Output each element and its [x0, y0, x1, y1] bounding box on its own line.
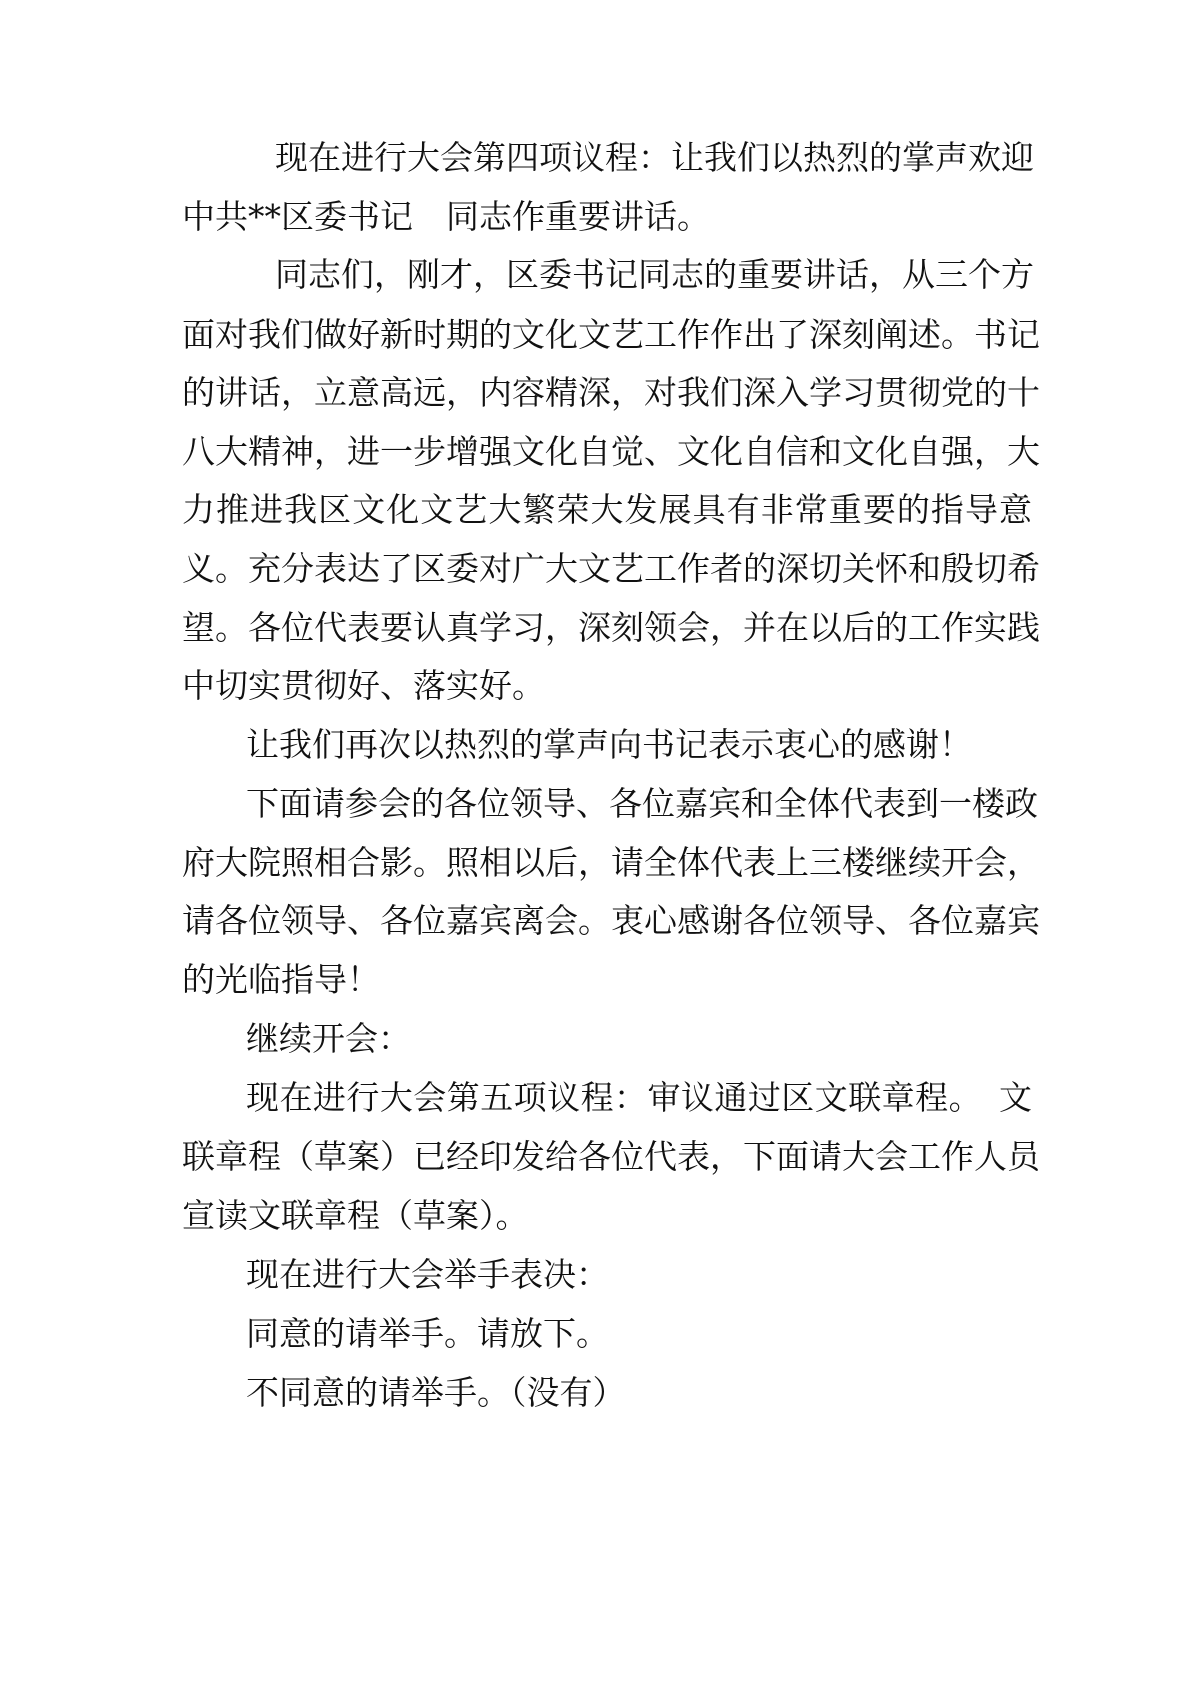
- text-line: 联章程（草案）已经印发给各位代表，下面请大会工作人员: [182, 1137, 1040, 1176]
- text-line: 下面请参会的各位领导、各位嘉宾和全体代表到一楼政: [246, 784, 1038, 823]
- text-line: 的光临指导！: [182, 960, 380, 999]
- text-line: 中共**区委书记 同志作重要讲话。: [182, 197, 710, 236]
- text-line: 府大院照相合影。照相以后，请全体代表上三楼继续开会，: [182, 843, 1040, 882]
- text-line: 面对我们做好新时期的文化文艺工作作出了深刻阐述。书记: [182, 315, 1040, 354]
- text-line: 八大精神，进一步增强文化自觉、文化自信和文化自强，大: [182, 432, 1040, 471]
- text-line: 的讲话，立意高远，内容精深，对我们深入学习贯彻党的十: [182, 373, 1040, 412]
- text-line: 同意的请举手。请放下。: [246, 1314, 609, 1353]
- text-line: 现在进行大会举手表决：: [246, 1255, 609, 1294]
- text-line: 请各位领导、各位嘉宾离会。衷心感谢各位领导、各位嘉宾: [182, 901, 1040, 940]
- text-line: 望。各位代表要认真学习，深刻领会，并在以后的工作实践: [182, 608, 1040, 647]
- text-line: 让我们再次以热烈的掌声向书记表示衷心的感谢！: [246, 725, 972, 764]
- text-line: 现在进行大会第四项议程：让我们以热烈的掌声欢迎: [275, 138, 1034, 177]
- text-line: 中切实贯彻好、落实好。: [182, 666, 545, 705]
- text-line: 同志们，刚才，区委书记同志的重要讲话，从三个方: [275, 255, 1034, 294]
- text-line: 宣读文联章程（草案）。: [182, 1196, 529, 1235]
- text-line: 力推进我区文化文艺大繁荣大发展具有非常重要的指导意: [182, 490, 1032, 529]
- text-line: 现在进行大会第五项议程：审议通过区文联章程。 文: [246, 1078, 1032, 1117]
- text-line: 继续开会：: [246, 1019, 411, 1058]
- text-line: 不同意的请举手。（没有）: [246, 1373, 626, 1412]
- text-line: 义。充分表达了区委对广大文艺工作者的深切关怀和殷切希: [182, 549, 1040, 588]
